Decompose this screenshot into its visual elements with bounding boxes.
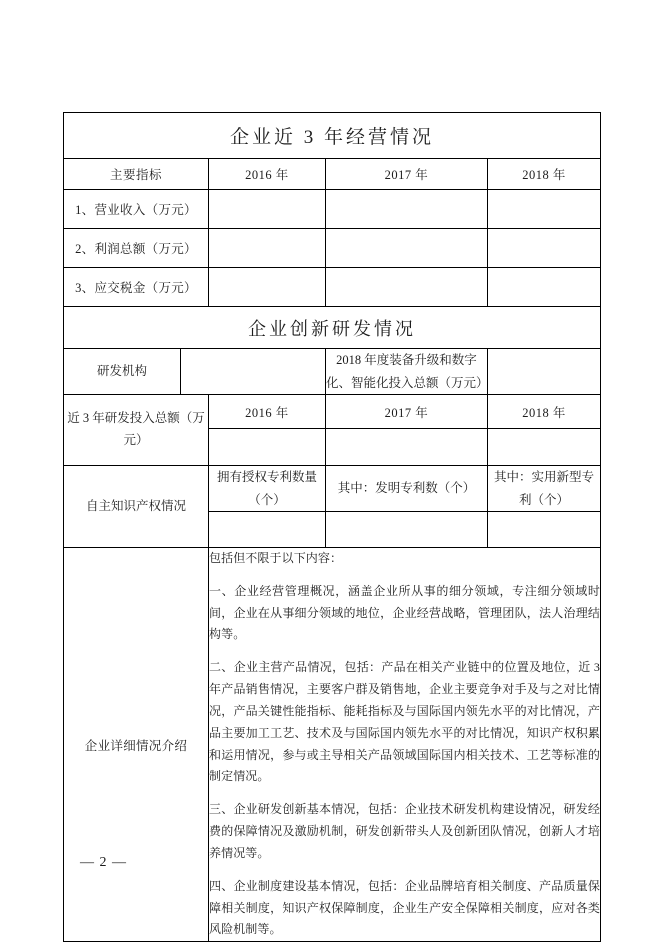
business-tax-2016-cell[interactable] [209, 268, 326, 307]
rd-investment-year-2016: 2016 年 [209, 395, 326, 429]
table-row [64, 190, 601, 229]
table-row [64, 268, 601, 307]
business-revenue-2017-cell[interactable] [326, 190, 488, 229]
rd-investment-header-row [64, 395, 601, 429]
rd-investment-2017-cell[interactable] [326, 429, 488, 466]
enterprise-description-row [64, 548, 601, 942]
ip-rights-label: 自主知识产权情况 [64, 466, 209, 548]
enterprise-description-body[interactable] [209, 548, 601, 942]
business-profit-2017-cell[interactable] [326, 229, 488, 268]
ip-rights-header-utility-model-patents: 其中：实用新型专利（个） [488, 466, 601, 512]
business-header-year-2018: 2018 年 [488, 159, 601, 190]
rd-organisation-row [64, 349, 601, 395]
description-paragraph-1: 一、企业经营管理概况，涵盖企业所从事的细分领域，专注细分领域时间，企业在从事细分领域的地位，企业经营战略，管理团队，法人治理结构等。 [209, 583, 601, 642]
business-tax-2018-cell[interactable] [488, 268, 601, 307]
ip-rights-granted-patents-cell[interactable] [209, 512, 326, 548]
business-revenue-2016-cell[interactable] [209, 190, 326, 229]
description-paragraph-4: 四、企业制度建设基本情况，包括：企业品牌培育相关制度、产品质量保障相关制度，知识产权保障制度，企业生产安全保障相关制度，应对各类风险机制等。 [209, 878, 601, 937]
ip-rights-utility-model-patents-cell[interactable] [488, 512, 601, 548]
rd-investment-2016-cell[interactable] [209, 429, 326, 466]
ip-rights-header-row [64, 466, 601, 512]
description-paragraph-2: 二、企业主营产品情况，包括：产品在相关产业链中的位置及地位，近 3 年产品销售情况，主要客户群及销售地，企业主要竞争对手及与之对比情况，产品关键性能指标、能耗指标及与国际国内领先水平的对比情况，产品主要加工工艺、技术及与国际国内领先水平的对比情况，知识产权积累和运用情况，参与或主导相关产品领域国际国内相关技术、工艺等标准的制定情况。 [209, 660, 601, 784]
ip-rights-header-invention-patents: 其中：发明专利数（个） [326, 466, 488, 512]
table-row [64, 229, 601, 268]
business-row-label-tax: 3、应交税金（万元） [64, 268, 209, 307]
section-business-title: 企业近 3 年经营情况 [64, 113, 601, 159]
business-row-label-revenue: 1、营业收入（万元） [64, 190, 209, 229]
section-innovation-title: 企业创新研发情况 [64, 307, 601, 349]
description-paragraph-3: 三、企业研发创新基本情况，包括：企业技术研发机构建设情况，研发经费的保障情况及激励机制，研发创新带头人及创新团队情况，创新人才培养情况等。 [209, 802, 601, 860]
rd-upgrade-investment-label: 2018 年度装备升级和数字化、智能化投入总额（万元） [326, 349, 488, 395]
business-profit-2016-cell[interactable] [209, 229, 326, 268]
business-tax-2017-cell[interactable] [326, 268, 488, 307]
rd-org-label: 研发机构 [64, 349, 181, 395]
business-header-year-2016: 2016 年 [209, 159, 326, 190]
enterprise-form-table [63, 112, 601, 942]
business-header-row [64, 159, 601, 190]
description-intro: 包括但不限于以下内容： [209, 551, 343, 565]
section-innovation-title-row [64, 307, 601, 349]
rd-org-value-cell[interactable] [181, 349, 326, 395]
section-business-title-row [64, 113, 601, 159]
rd-investment-year-2018: 2018 年 [488, 395, 601, 429]
rd-investment-year-2017: 2017 年 [326, 395, 488, 429]
business-indicator-header: 主要指标 [64, 159, 209, 190]
rd-upgrade-investment-value-cell[interactable] [488, 349, 601, 395]
business-header-year-2017: 2017 年 [326, 159, 488, 190]
business-profit-2018-cell[interactable] [488, 229, 601, 268]
rd-investment-label: 近 3 年研发投入总额（万元） [64, 395, 209, 466]
business-row-label-profit: 2、利润总额（万元） [64, 229, 209, 268]
ip-rights-invention-patents-cell[interactable] [326, 512, 488, 548]
ip-rights-header-granted-patents: 拥有授权专利数量（个） [209, 466, 326, 512]
page-number: — 2 — [80, 855, 127, 870]
rd-investment-2018-cell[interactable] [488, 429, 601, 466]
business-revenue-2018-cell[interactable] [488, 190, 601, 229]
enterprise-description-label: 企业详细情况介绍 [64, 548, 209, 942]
